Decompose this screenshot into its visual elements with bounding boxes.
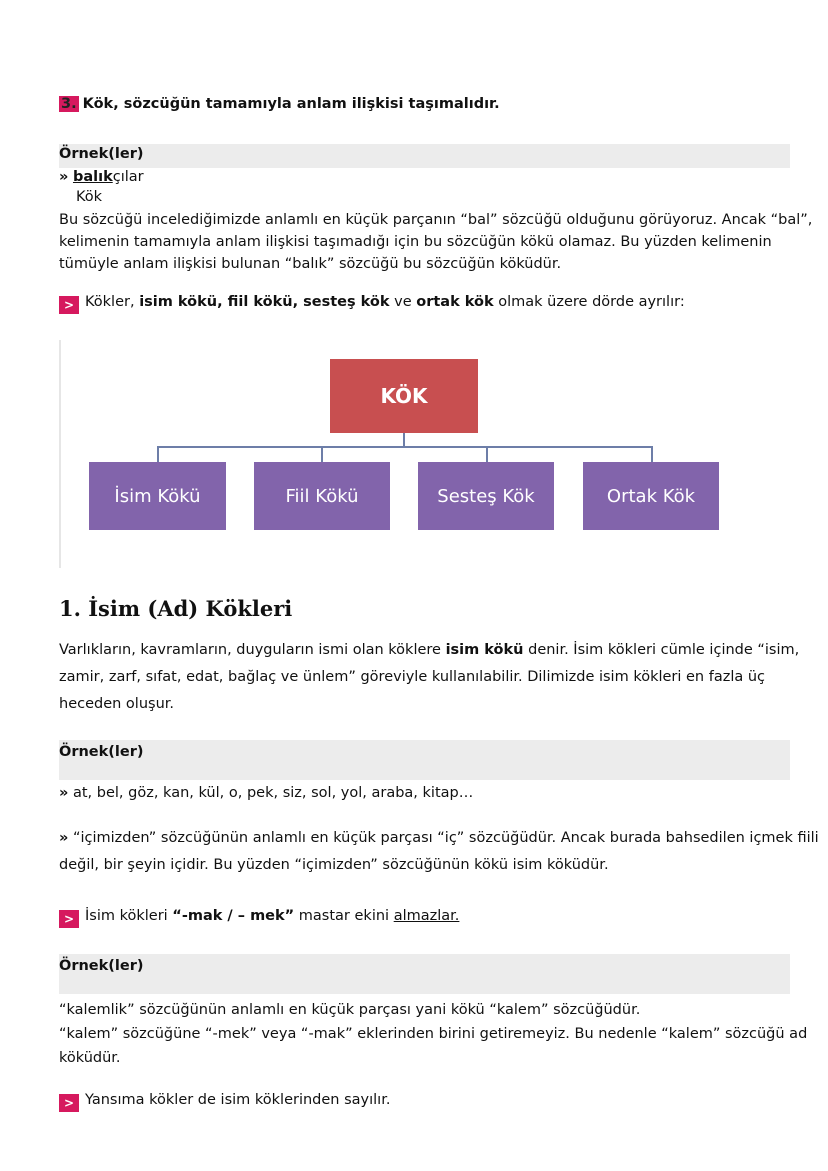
note-text: mastar ekini [298, 908, 390, 924]
arrow-marker-icon: > [59, 910, 79, 928]
note-bold-text: ortak kök [416, 294, 494, 310]
paragraph-line: tümüyle anlam ilişkisi bulunan “balık” sözcüğü bu sözcüğün köküdür. [59, 256, 562, 272]
section-3-heading [59, 96, 500, 112]
diagram-root-box: KÖK [330, 359, 478, 433]
paragraph-line [59, 637, 804, 664]
text: “içimizden” sözcüğünün anlamlı en küçük parçası “iç” sözcüğüdür. Ancak burada bahsedilen içmek fiili [72, 830, 819, 846]
text: Varlıkların, kavramların, duyguların ismi olan köklere [59, 642, 441, 658]
example-heading-bar [59, 740, 790, 780]
diagram-child-fiil: Fiil Kökü [254, 462, 390, 530]
section-number-marker: 3. [61, 96, 77, 112]
diagram-connector [157, 446, 159, 462]
note-text: Kökler, [85, 294, 135, 310]
diagram-left-edge [59, 340, 61, 568]
note-text: olmak üzere dörde ayrılır: [498, 294, 685, 310]
note-yansima [59, 1092, 390, 1112]
arrow-marker-icon: > [59, 296, 79, 314]
diagram-connector [651, 446, 653, 462]
example-word-line [59, 169, 144, 185]
paragraph-line [59, 825, 819, 852]
example-heading: Örnek(ler) [59, 958, 144, 974]
section-title: 1. İsim (Ad) Kökleri [59, 596, 293, 621]
example-paragraph [59, 998, 808, 1070]
example-list [59, 785, 473, 801]
note-mastar [59, 908, 459, 928]
diagram-connector [321, 446, 323, 462]
text: denir. İsim kökleri cümle içinde “isim, [528, 642, 800, 658]
paragraph-line: “kalem” sözcüğüne “-mek” veya “-mak” eklerinden birini getiremeyiz. Bu nedenle “kalem” sözcüğü ad [59, 1026, 808, 1042]
paragraph-line: köküdür. [59, 1050, 121, 1066]
example-heading-bar [59, 144, 790, 168]
example-heading: Örnek(ler) [59, 146, 144, 162]
section-3-text: Kök, sözcüğün tamamıyla anlam ilişkisi taşımalıdır. [82, 96, 500, 112]
paragraph-line: heceden oluşur. [59, 696, 175, 712]
note-underlined-text: almazlar. [393, 908, 460, 924]
diagram-connector [403, 433, 405, 447]
note-kok-types [59, 294, 685, 314]
root-word: balık [72, 169, 113, 185]
note-text: Yansıma kökler de isim köklerinden sayılır. [85, 1092, 391, 1108]
note-bold-text: isim kökü, fiil kökü, sesteş kök [139, 294, 390, 310]
diagram-child-isim: İsim Kökü [89, 462, 226, 530]
note-bold-text: “-mak / – mek” [172, 908, 295, 924]
bullet: » [59, 785, 69, 801]
section-paragraph [59, 637, 804, 718]
suffix-word: çılar [112, 169, 144, 185]
bold-text: isim kökü [445, 642, 524, 658]
example-paragraph [59, 825, 819, 879]
bullet: » [59, 830, 69, 846]
root-label: Kök [76, 189, 103, 205]
diagram-child-ortak: Ortak Kök [583, 462, 719, 530]
paragraph-line: değil, bir şeyin içidir. Bu yüzden “içimizden” sözcüğünün kökü isim köküdür. [59, 857, 609, 873]
arrow-marker-icon: > [59, 1094, 79, 1112]
bullet: » [59, 169, 69, 185]
paragraph-line: “kalemlik” sözcüğünün anlamlı en küçük parçası yani kökü “kalem” sözcüğüdür. [59, 1002, 641, 1018]
example-heading-bar [59, 954, 790, 994]
paragraph-line: Bu sözcüğü incelediğimizde anlamlı en küçük parçanın “bal” sözcüğü olduğunu görüyoruz. Ancak “bal”, [59, 212, 813, 228]
note-text: İsim kökleri [85, 908, 168, 924]
diagram-child-sestes: Sesteş Kök [418, 462, 554, 530]
list-text: at, bel, göz, kan, kül, o, pek, siz, sol, yol, araba, kitap… [72, 785, 474, 801]
note-text: ve [394, 294, 412, 310]
diagram-connector [157, 446, 653, 448]
example-heading: Örnek(ler) [59, 744, 144, 760]
paragraph-line: zamir, zarf, sıfat, edat, bağlaç ve ünlem” göreviyle kullanılabilir. Dilimizde isim kökleri en fazla üç [59, 669, 766, 685]
paragraph-line: kelimenin tamamıyla anlam ilişkisi taşımadığı için bu sözcüğün kökü olamaz. Bu yüzden kelimenin [59, 234, 772, 250]
example-paragraph [59, 209, 813, 275]
diagram-connector [486, 446, 488, 462]
